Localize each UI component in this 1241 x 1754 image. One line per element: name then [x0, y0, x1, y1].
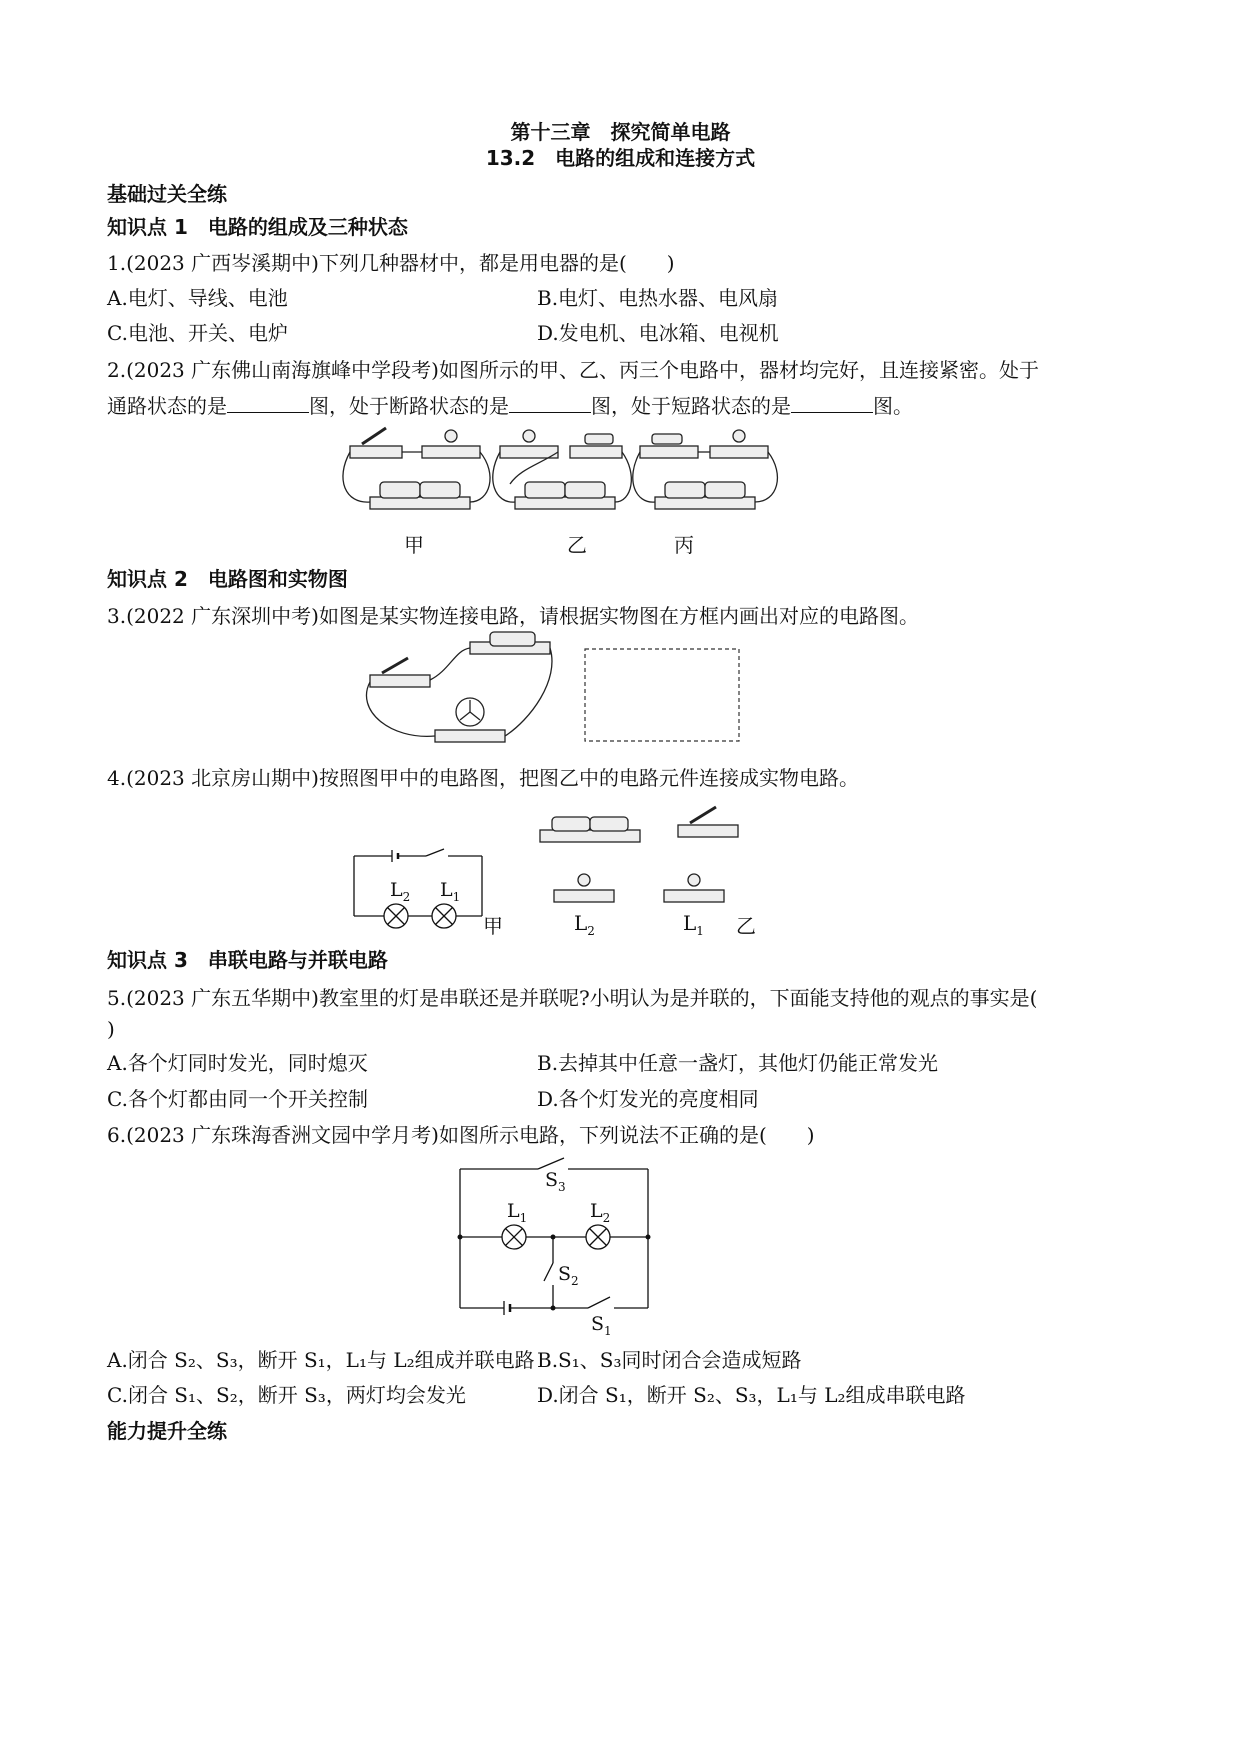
question-1-stem: 1.(2023 广西岑溪期中)下列几种器材中，都是用电器的是( ) — [107, 251, 675, 275]
q4-label-jia: 甲 — [483, 914, 503, 938]
q6-option-c[interactable]: C.闭合 S₁、S₂，断开 S₃，两灯均会发光 — [107, 1383, 466, 1407]
q1-option-b[interactable]: B.电灯、电热水器、电风扇 — [537, 286, 779, 310]
q5-option-d[interactable]: D.各个灯发光的亮度相同 — [537, 1087, 759, 1111]
question-5-line1: 5.(2023 广东五华期中)教室里的灯是串联还是并联呢?小明认为是并联的，下面能支持他的观点的事实是( — [107, 986, 1038, 1010]
question-3-stem: 3.(2022 广东深圳中考)如图是某实物连接电路，请根据实物图在方框内画出对应的电路图。 — [107, 604, 919, 628]
q4-apparatus-yi — [540, 805, 750, 925]
q1-option-c[interactable]: C.电池、开关、电炉 — [107, 321, 288, 345]
q5-option-a[interactable]: A.各个灯同时发光，同时熄灭 — [107, 1051, 368, 1075]
question-5-line2: ) — [107, 1017, 115, 1041]
section-title: 13.2 电路的组成和连接方式 — [485, 146, 756, 170]
answer-blank-2[interactable] — [509, 394, 591, 413]
part-title-basic: 基础过关全练 — [107, 182, 227, 206]
question-4-stem: 4.(2023 北京房山期中)按照图甲中的电路图，把图乙中的电路元件连接成实物电路。 — [107, 766, 859, 790]
q2-circuit-apparatus-figure — [340, 424, 780, 524]
question-2-line1: 2.(2023 广东佛山南海旗峰中学段考)如图所示的甲、乙、丙三个电路中，器材均完好，且连接紧密。处于 — [107, 358, 1039, 382]
knowledge-point-2: 知识点 2 电路图和实物图 — [107, 567, 348, 591]
q6-label-l1: $L_1$ — [507, 1200, 528, 1225]
q5-option-b[interactable]: B.去掉其中任意一盏灯，其他灯仍能正常发光 — [537, 1051, 939, 1075]
q6-label-s1: $S_1$ — [591, 1313, 612, 1338]
q4-yi-label-l1: $L_1$ — [683, 911, 704, 938]
q4-label-l2: $L_2$ — [390, 879, 411, 904]
knowledge-point-1: 知识点 1 电路的组成及三种状态 — [107, 215, 408, 239]
q5-option-c[interactable]: C.各个灯都由同一个开关控制 — [107, 1087, 368, 1111]
answer-blank-1[interactable] — [227, 394, 309, 413]
answer-blank-3[interactable] — [791, 394, 873, 413]
q6-label-l2: $L_2$ — [590, 1200, 611, 1225]
q6-label-s2: $S_2$ — [558, 1263, 579, 1288]
q6-option-b[interactable]: B.S₁、S₃同时闭合会造成短路 — [537, 1348, 802, 1372]
knowledge-point-3: 知识点 3 串联电路与并联电路 — [107, 948, 388, 972]
q1-option-a[interactable]: A.电灯、导线、电池 — [107, 286, 288, 310]
q4-label-yi: 乙 — [736, 914, 756, 938]
q4-yi-label-l2: $L_2$ — [574, 911, 595, 938]
question-6-stem: 6.(2023 广东珠海香洲文园中学月考)如图所示电路，下列说法不正确的是( ) — [107, 1123, 815, 1147]
q1-option-d[interactable]: D.发电机、电冰箱、电视机 — [537, 321, 779, 345]
chapter-title: 第十三章 探究简单电路 — [510, 120, 731, 144]
figure-label-jia: 甲 — [404, 533, 424, 557]
q3-answer-box[interactable] — [584, 648, 740, 742]
q6-circuit-diagram — [448, 1155, 663, 1338]
q6-option-a[interactable]: A.闭合 S₂、S₃，断开 S₁，L₁与 L₂组成并联电路 — [107, 1348, 535, 1372]
q3-apparatus-figure — [360, 630, 560, 750]
q4-circuit-diagram-jia — [352, 848, 487, 920]
figure-label-bing: 丙 — [674, 533, 694, 557]
part-title-ability: 能力提升全练 — [107, 1419, 227, 1443]
q6-label-s3: $S_3$ — [545, 1169, 566, 1194]
q6-option-d[interactable]: D.闭合 S₁，断开 S₂、S₃，L₁与 L₂组成串联电路 — [537, 1383, 966, 1407]
figure-label-yi: 乙 — [567, 533, 587, 557]
question-2-line2: 通路状态的是 图，处于断路状态的是 图，处于短路状态的是 图。 — [107, 394, 913, 418]
q4-label-l1: $L_1$ — [440, 879, 461, 904]
